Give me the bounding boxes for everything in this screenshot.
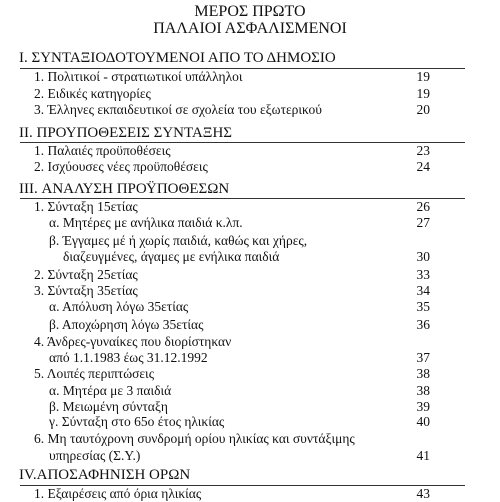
section-title-2: II. ΠΡΟΥΠΟΘΕΣΕΙΣ ΣΥΝΤΑΞΗΣ [19,125,233,141]
toc-entry-page: 26 [416,199,430,214]
toc-entry-text: β. Αποχώρηση λόγω 35ετίας [49,317,204,332]
toc-entry-page: 27 [416,215,430,230]
toc-entry-text: α. Απόλυση λόγω 35ετίας [49,299,189,314]
toc-entry-page: 24 [416,159,430,174]
toc-entry-page: 35 [416,299,430,314]
toc-entry-text: από 1.1.1983 έως 31.12.1992 [49,350,208,365]
toc-entry-page: 38 [416,383,430,398]
toc-entry-page: 19 [416,69,430,84]
toc-entry-text: γ. Σύνταξη στο 65ο έτος ηλικίας [49,414,225,429]
toc-entry-page: 36 [416,317,430,332]
toc-entry-text: 4. Άνδρες-γυναίκες που διορίστηκαν [34,334,232,349]
toc-entry-page: 33 [416,267,430,282]
toc-entry-text: 2. Ειδικές κατηγορίες [34,86,151,101]
toc-entry-text: β. Έγγαμες μέ ή χωρίς παιδιά, καθώς και χήρες, [49,233,308,248]
toc-entry-page: 43 [416,486,430,501]
toc-entry-page: 37 [416,350,430,365]
section-title-1: I. ΣΥΝΤΑΞΙΟΔΟΤΟΥΜΕΝΟΙ ΑΠΟ ΤΟ ΔΗΜΟΣΙΟ [19,50,336,66]
toc-entry-text: υπηρεσίας (Σ.Υ.) [49,448,141,463]
toc-entry-text: 3. Σύνταξη 35ετίας [34,283,138,298]
toc-entry-page: 23 [416,143,430,158]
toc-entry-text: β. Μειωμένη σύνταξη [49,399,168,414]
toc-entry-text: α. Μητέρα με 3 παιδιά [49,383,172,398]
section-title-3: III. ΑΝΑΛΥΣΗ ΠΡΟΫΠΟΘΕΣΩΝ [19,181,230,197]
toc-entry-text: 1. Σύνταξη 15ετίας [34,199,138,214]
toc-entry-text: α. Μητέρες με ανήλικα παιδιά κ.λπ. [49,215,243,230]
toc-entry-text: 1. Εξαιρέσεις από όρια ηλικίας [34,486,202,501]
section-title-4: IV.ΑΠΟΣΑΦΗΝΙΣΗ ΟΡΩΝ [19,467,191,483]
toc-entry-page: 19 [416,86,430,101]
toc-entry-text: 6. Μη ταυτόχρονη συνδρομή ορίου ηλικίας και συντάξιμης [34,431,355,446]
toc-entry-text: 1. Παλαιές προϋποθέσεις [34,143,171,158]
toc-entry-text: 2. Σύνταξη 25ετίας [34,267,138,282]
toc-entry-page: 41 [416,448,430,463]
toc-entry-page: 20 [416,102,430,117]
toc-entry-text: 1. Πολιτικοί - στρατιωτικοί υπάλληλοι [34,69,243,84]
toc-entry-text: 2. Ισχύουσες νέες προϋποθέσεις [34,159,208,174]
toc-entry-page: 39 [416,399,430,414]
toc-entry-page: 30 [416,249,430,264]
page-title: ΠΑΛΑΙΟΙ ΑΣΦΑΛΙΣΜΕΝΟΙ [153,20,347,37]
toc-entry-page: 34 [416,283,430,298]
part-heading: ΜΕΡΟΣ ΠΡΩΤΟ [194,3,306,20]
toc-entry-page: 40 [416,414,430,429]
toc-entry-text: 3. Έλληνες εκπαιδευτικοί σε σχολεία του εξωτερικού [34,102,322,117]
toc-entry-text: διαζευγμένες, άγαμες με ενήλικα παιδιά [63,249,280,264]
toc-entry-page: 38 [416,366,430,381]
toc-entry-text: 5. Λοιπές περιπτώσεις [34,366,155,381]
